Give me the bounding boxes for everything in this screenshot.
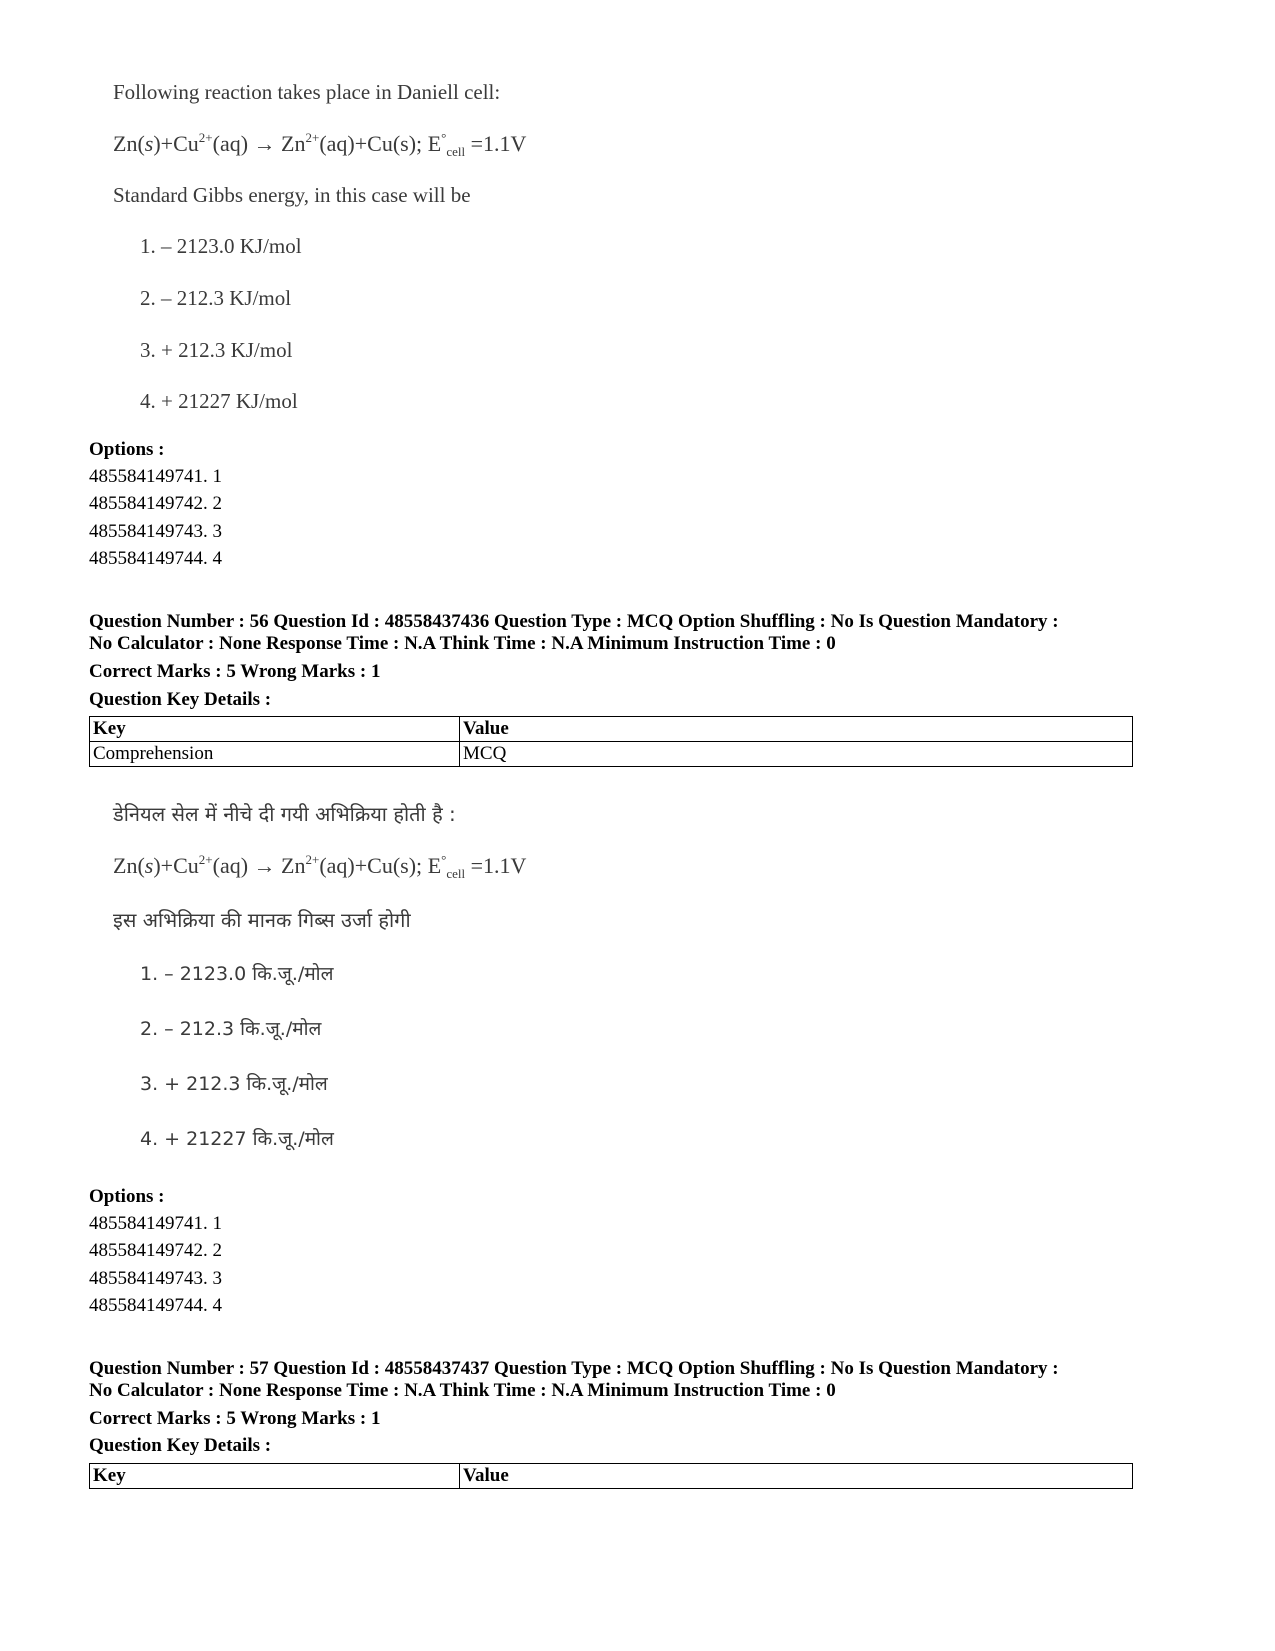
key-table	[89, 716, 1133, 767]
question-header-line2: No Calculator : None Response Time : N.A Think Time : N.A Minimum Instruction Time : 0	[89, 1380, 836, 1401]
table-header-row	[90, 1464, 1133, 1489]
choice-2: 2. – 212.3 कि.जू./मोल	[140, 1018, 322, 1040]
options-label: Options :	[89, 1186, 165, 1207]
question-intro-hindi: डेनियल सेल में नीचे दी गयी अभिक्रिया होती है :	[113, 802, 456, 826]
table-header-key: Key	[90, 1464, 460, 1489]
question-header-line2: No Calculator : None Response Time : N.A Think Time : N.A Minimum Instruction Time : 0	[89, 633, 836, 654]
question-prompt: Standard Gibbs energy, in this case will be	[113, 183, 471, 207]
question-prompt-hindi: इस अभिक्रिया की मानक गिब्स उर्जा होगी	[113, 908, 411, 932]
option-item: 485584149742. 2	[89, 493, 222, 514]
choice-4: 4. + 21227 कि.जू./मोल	[140, 1128, 334, 1150]
option-item: 485584149743. 3	[89, 521, 222, 542]
reaction-equation-hindi: $Zn(s)+Cu^{2+}(aq) \to Zn^{2+}(aq)+Cu(s)$; $E^\circ_{cell} =1.1V$	[113, 852, 527, 881]
question-header-line1: Question Number : 56 Question Id : 48558437436 Question Type : MCQ Option Shuffling : No Is Question Mandatory :	[89, 611, 1059, 632]
option-item: 485584149743. 3	[89, 1268, 222, 1289]
table-header-value: Value	[460, 717, 1133, 742]
table-header-value: Value	[460, 1464, 1133, 1489]
table-cell-value: MCQ	[460, 742, 1133, 767]
options-label: Options :	[89, 439, 165, 460]
choice-2: 2. – 212.3 KJ/mol	[140, 286, 292, 310]
option-item: 485584149741. 1	[89, 1213, 222, 1234]
key-details-label: Question Key Details :	[89, 689, 272, 710]
question-intro: Following reaction takes place in Daniell cell:	[113, 80, 501, 104]
option-item: 485584149741. 1	[89, 466, 222, 487]
choice-1: 1. – 2123.0 कि.जू./मोल	[140, 963, 334, 985]
option-item: 485584149744. 4	[89, 1295, 222, 1316]
option-item: 485584149744. 4	[89, 548, 222, 569]
question-header-line1: Question Number : 57 Question Id : 48558437437 Question Type : MCQ Option Shuffling : No Is Question Mandatory :	[89, 1358, 1059, 1379]
choice-4: 4. + 21227 KJ/mol	[140, 389, 298, 413]
table-header-key: Key	[90, 717, 460, 742]
table-cell-key: Comprehension	[90, 742, 460, 767]
choice-3: 3. + 212.3 KJ/mol	[140, 338, 293, 362]
option-item: 485584149742. 2	[89, 1240, 222, 1261]
choice-3: 3. + 212.3 कि.जू./मोल	[140, 1073, 328, 1095]
choice-1: 1. – 2123.0 KJ/mol	[140, 234, 302, 258]
question-marks: Correct Marks : 5 Wrong Marks : 1	[89, 1408, 381, 1429]
reaction-equation: $Zn(s)+Cu^{2+}(aq) \to Zn^{2+}(aq)+Cu(s)$; $E^\circ_{cell} =1.1V$	[113, 130, 527, 159]
question-marks: Correct Marks : 5 Wrong Marks : 1	[89, 661, 381, 682]
key-details-label: Question Key Details :	[89, 1435, 272, 1456]
table-header-row	[90, 717, 1133, 742]
table-row	[90, 742, 1133, 767]
key-table	[89, 1463, 1133, 1489]
